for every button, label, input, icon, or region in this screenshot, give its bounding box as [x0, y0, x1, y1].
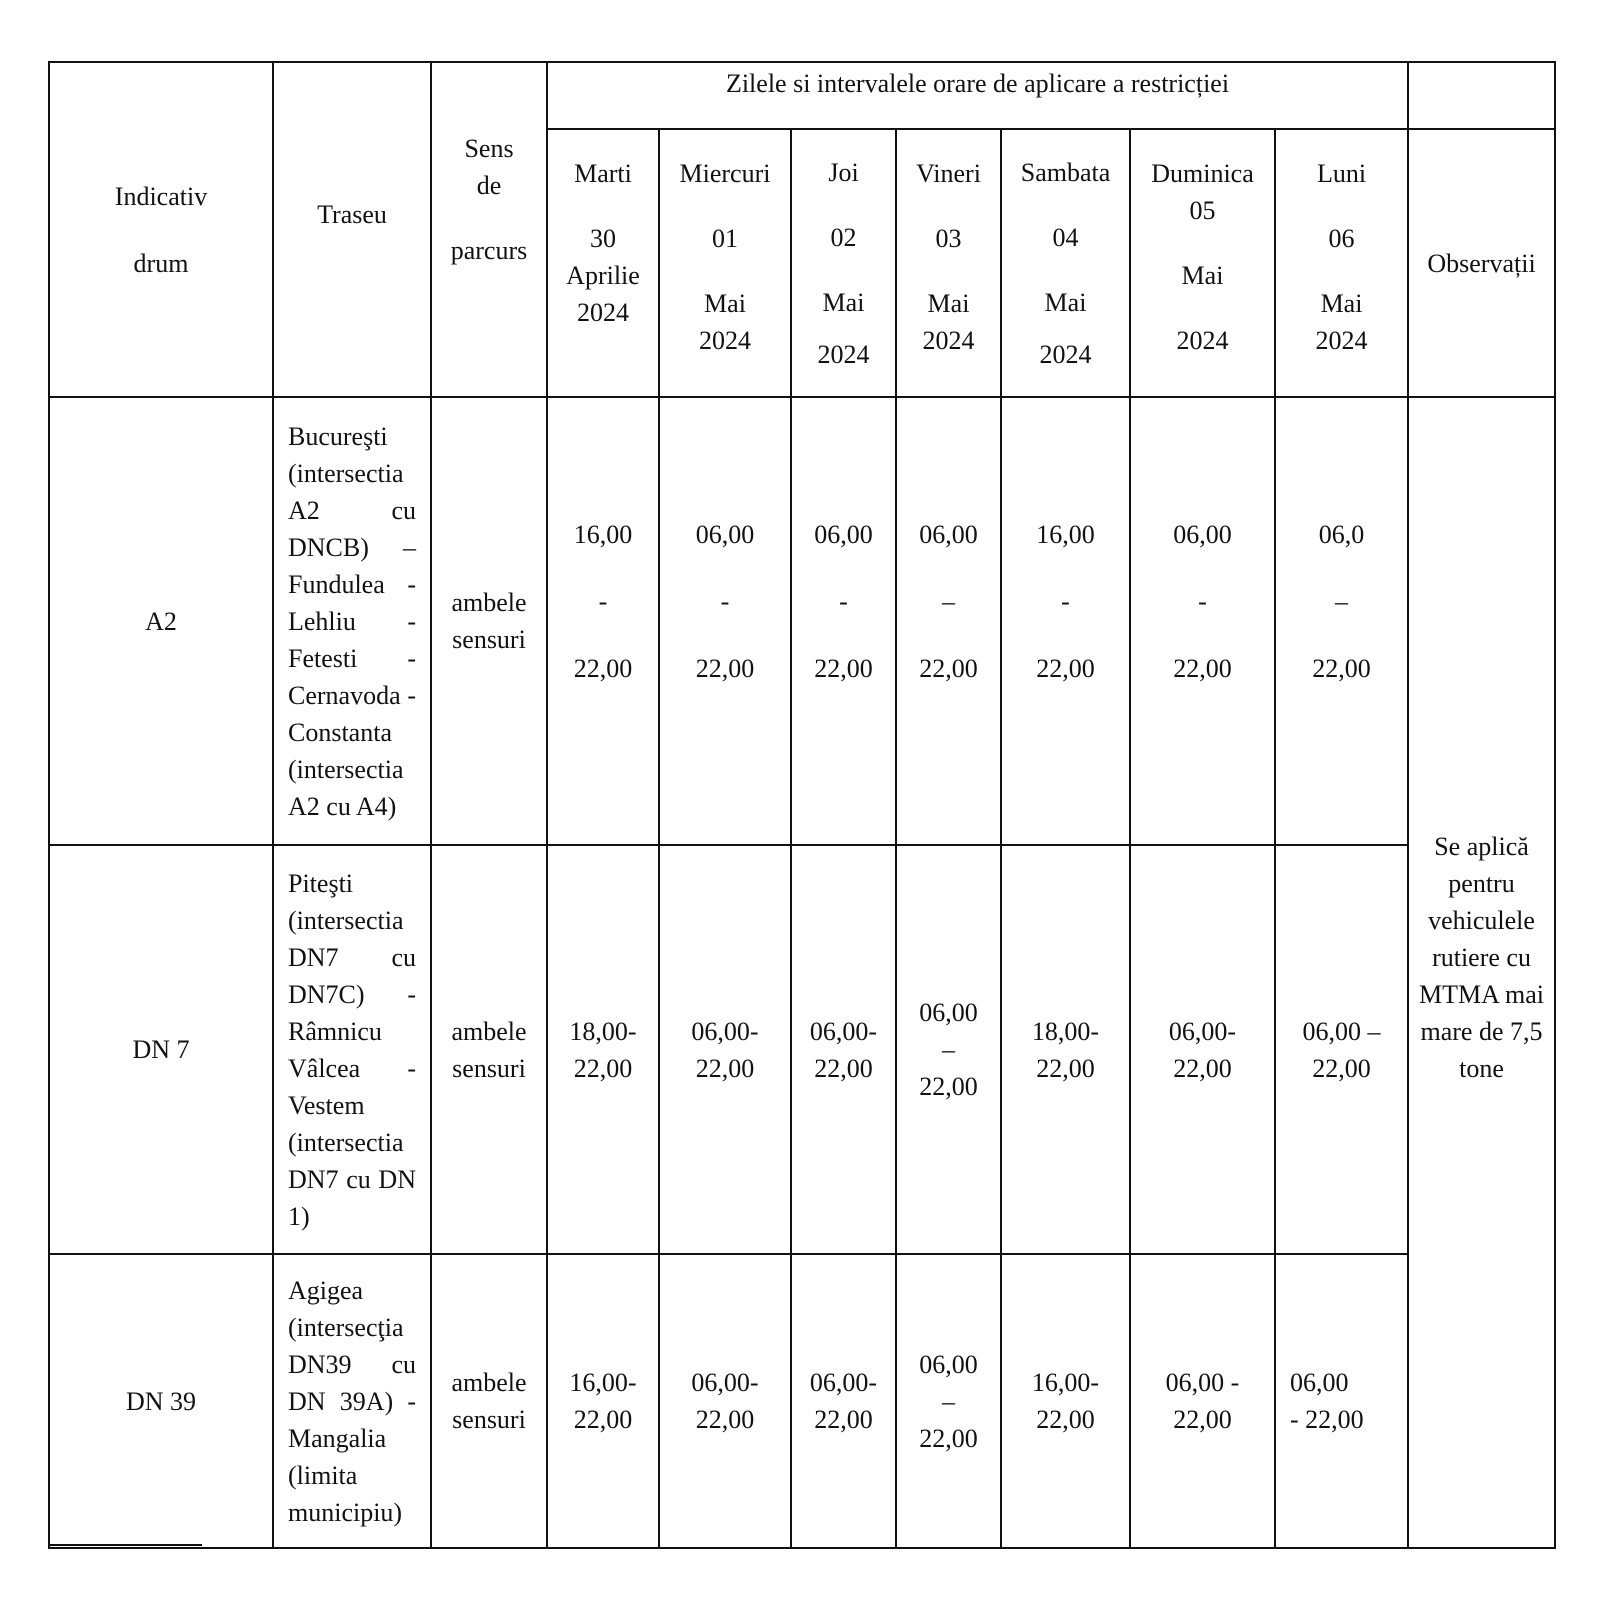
hours-cell: 06,00 - 22,00 [659, 397, 791, 845]
header-day: Sambata 04 Mai 2024 [1001, 129, 1130, 397]
hours-cell: 06,00 - 22,00 [1130, 397, 1275, 845]
road-code: DN 39 [49, 1254, 273, 1548]
hours-cell: 06,00 - 22,00 [791, 397, 896, 845]
header-zile: Zilele si intervalele orare de aplicare a restricției [547, 62, 1408, 129]
hours-cell: 18,00- 22,00 [547, 845, 659, 1254]
header-sens: Sens de parcurs [431, 62, 547, 397]
header-day: Luni 06 Mai 2024 [1275, 129, 1408, 397]
hours-cell: 06,0 – 22,00 [1275, 397, 1408, 845]
hours-cell: 06,00- 22,00 [1130, 845, 1275, 1254]
header-day: Miercuri 01 Mai 2024 [659, 129, 791, 397]
road-code: DN 7 [49, 845, 273, 1254]
restriction-table [48, 61, 1556, 1549]
hours-cell: 06,00- 22,00 [659, 1254, 791, 1548]
header-day: Joi 02 Mai 2024 [791, 129, 896, 397]
header-day: Duminica 05 Mai 2024 [1130, 129, 1275, 397]
hours-cell: 06,00 – 22,00 [896, 397, 1001, 845]
hours-cell: 16,00- 22,00 [1001, 1254, 1130, 1548]
footnote-separator [48, 1544, 202, 1546]
hours-cell: 06,00 – 22,00 [896, 1254, 1001, 1548]
hours-cell: 06,00 - 22,00 [1275, 1254, 1408, 1548]
hours-cell: 18,00- 22,00 [1001, 845, 1130, 1254]
hours-cell: 16,00- 22,00 [547, 1254, 659, 1548]
direction: ambele sensuri [431, 1254, 547, 1548]
direction: ambele sensuri [431, 845, 547, 1254]
hours-cell: 06,00- 22,00 [659, 845, 791, 1254]
hours-cell: 06,00 – 22,00 [1275, 845, 1408, 1254]
road-code: A2 [49, 397, 273, 845]
hours-cell: 06,00- 22,00 [791, 1254, 896, 1548]
header-day: Vineri 03 Mai 2024 [896, 129, 1001, 397]
direction: ambele sensuri [431, 397, 547, 845]
hours-cell: 06,00- 22,00 [791, 845, 896, 1254]
route: Agigea (intersecţia DN39 cu DN 39A) - Mangalia (limita municipiu) [273, 1254, 431, 1548]
observation: Se aplică pentru vehiculele rutiere cu MTMA mai mare de 7,5 tone [1408, 397, 1555, 1548]
route: Piteşti (intersectia DN7 cu DN7C) - Râmnicu Vâlcea - Vestem (intersectia DN7 cu DN 1) [273, 845, 431, 1254]
hours-cell: 06,00 – 22,00 [896, 845, 1001, 1254]
header-empty [1408, 62, 1555, 129]
hours-cell: 16,00 - 22,00 [547, 397, 659, 845]
hours-cell: 16,00 - 22,00 [1001, 397, 1130, 845]
header-traseu: Traseu [273, 62, 431, 397]
route: Bucureşti (intersectia A2 cu DNCB) – Fundulea - Lehliu - Fetesti - Cernavoda -Constanta (intersectia A2 cu A4) [273, 397, 431, 845]
header-observatii: Observații [1408, 129, 1555, 397]
hours-cell: 06,00 - 22,00 [1130, 1254, 1275, 1548]
header-indicativ: Indicativ drum [49, 62, 273, 397]
header-day: Marti 30 Aprilie 2024 [547, 129, 659, 397]
